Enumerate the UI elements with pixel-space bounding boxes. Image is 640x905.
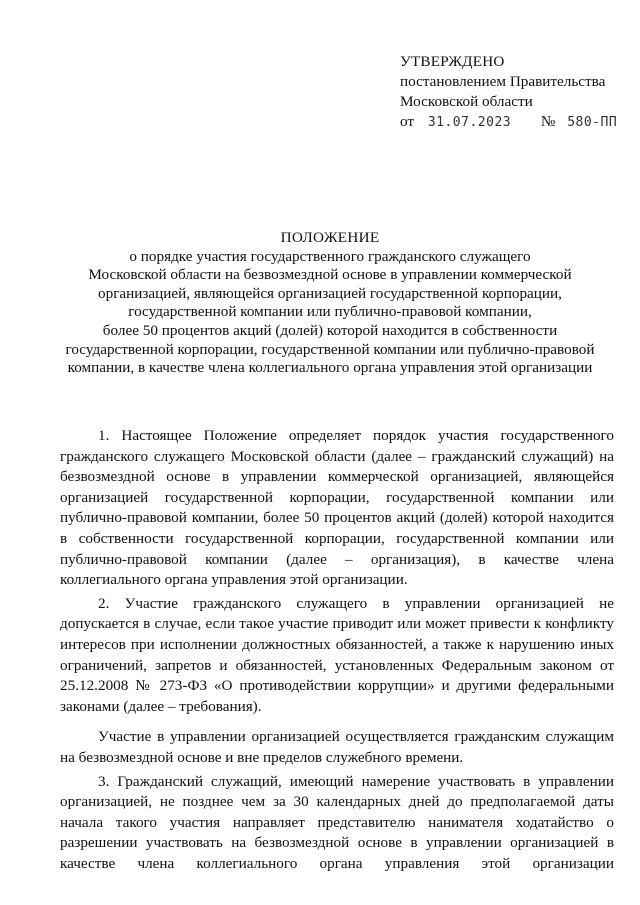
header-line: компании, в качестве члена коллегиального органа управления этой организации — [67, 359, 593, 377]
approval-date: 31.07.2023 — [427, 115, 512, 130]
header-line: о порядке участия государственного гражданского служащего — [129, 247, 531, 265]
paragraph-2: 2. Участие гражданского служащего в управлении организацией не допускается в случае, если такое участие приводит или может привести к конфликту интересов при исполнении должностных обязанностей, а также к нарушению иных ограничений, запретов и обязанностей, установленных Федеральным законом от 25.12.2008 № 273-ФЗ «О противодействии коррупции» и другими федеральными законами (далее – требования). — [60, 594, 614, 715]
document-body — [60, 426, 614, 874]
approval-date-number — [400, 112, 630, 133]
document-title: ПОЛОЖЕНИЕ — [280, 229, 380, 246]
approval-line-2: Московской области — [400, 93, 533, 110]
document-header — [50, 229, 610, 378]
date-prefix: от — [400, 113, 415, 130]
paragraph-2-continued: Участие в управлении организацией осуществляется гражданским служащим на безвозмездной основе и вне пределов служебного времени. — [60, 728, 614, 766]
header-line: более 50 процентов акций (долей) которой находится в собственности — [102, 321, 558, 339]
approval-heading: УТВЕРЖДЕНО — [400, 53, 505, 70]
paragraph-3: 3. Гражданский служащий, имеющий намерение участвовать в управлении организацией, не позднее чем за 30 календарных дней до предполагаемой даты начала такого участия направляет представителю нанимателя ходатайство о разрешении участвовать на безвозмездной основе в управлении организацией в качестве члена коллегиального органа управления этой организации — [60, 772, 614, 872]
header-line: государственной корпорации, государственной компании или публично-правовой — [65, 340, 595, 358]
header-line: организацией, являющейся организацией государственной корпорации, — [98, 284, 562, 302]
header-line: Московской области на безвозмездной основе в управлении коммерческой — [88, 266, 572, 284]
approval-block — [400, 52, 630, 133]
approval-number: 580-ПП — [567, 115, 618, 130]
paragraph-1: 1. Настоящее Положение определяет порядок участия государственного гражданского служащего Московской области (далее – гражданский служащий) на безвозмездной основе в управлении коммерческой организацией, являющейся организацией государственной корпорации, государственной компании или публично-правовой компании, более 50 процентов акций (долей) которой находится в собственности государственной корпорации, государственной компании или публично-правовой компании (далее – организация), в качестве члена коллегиального органа управления этой организации. — [60, 427, 614, 589]
approval-line-1: постановлением Правительства — [400, 73, 606, 90]
header-line: государственной компании или публично-правовой компании, — [128, 303, 532, 321]
number-sign: № — [540, 113, 556, 130]
